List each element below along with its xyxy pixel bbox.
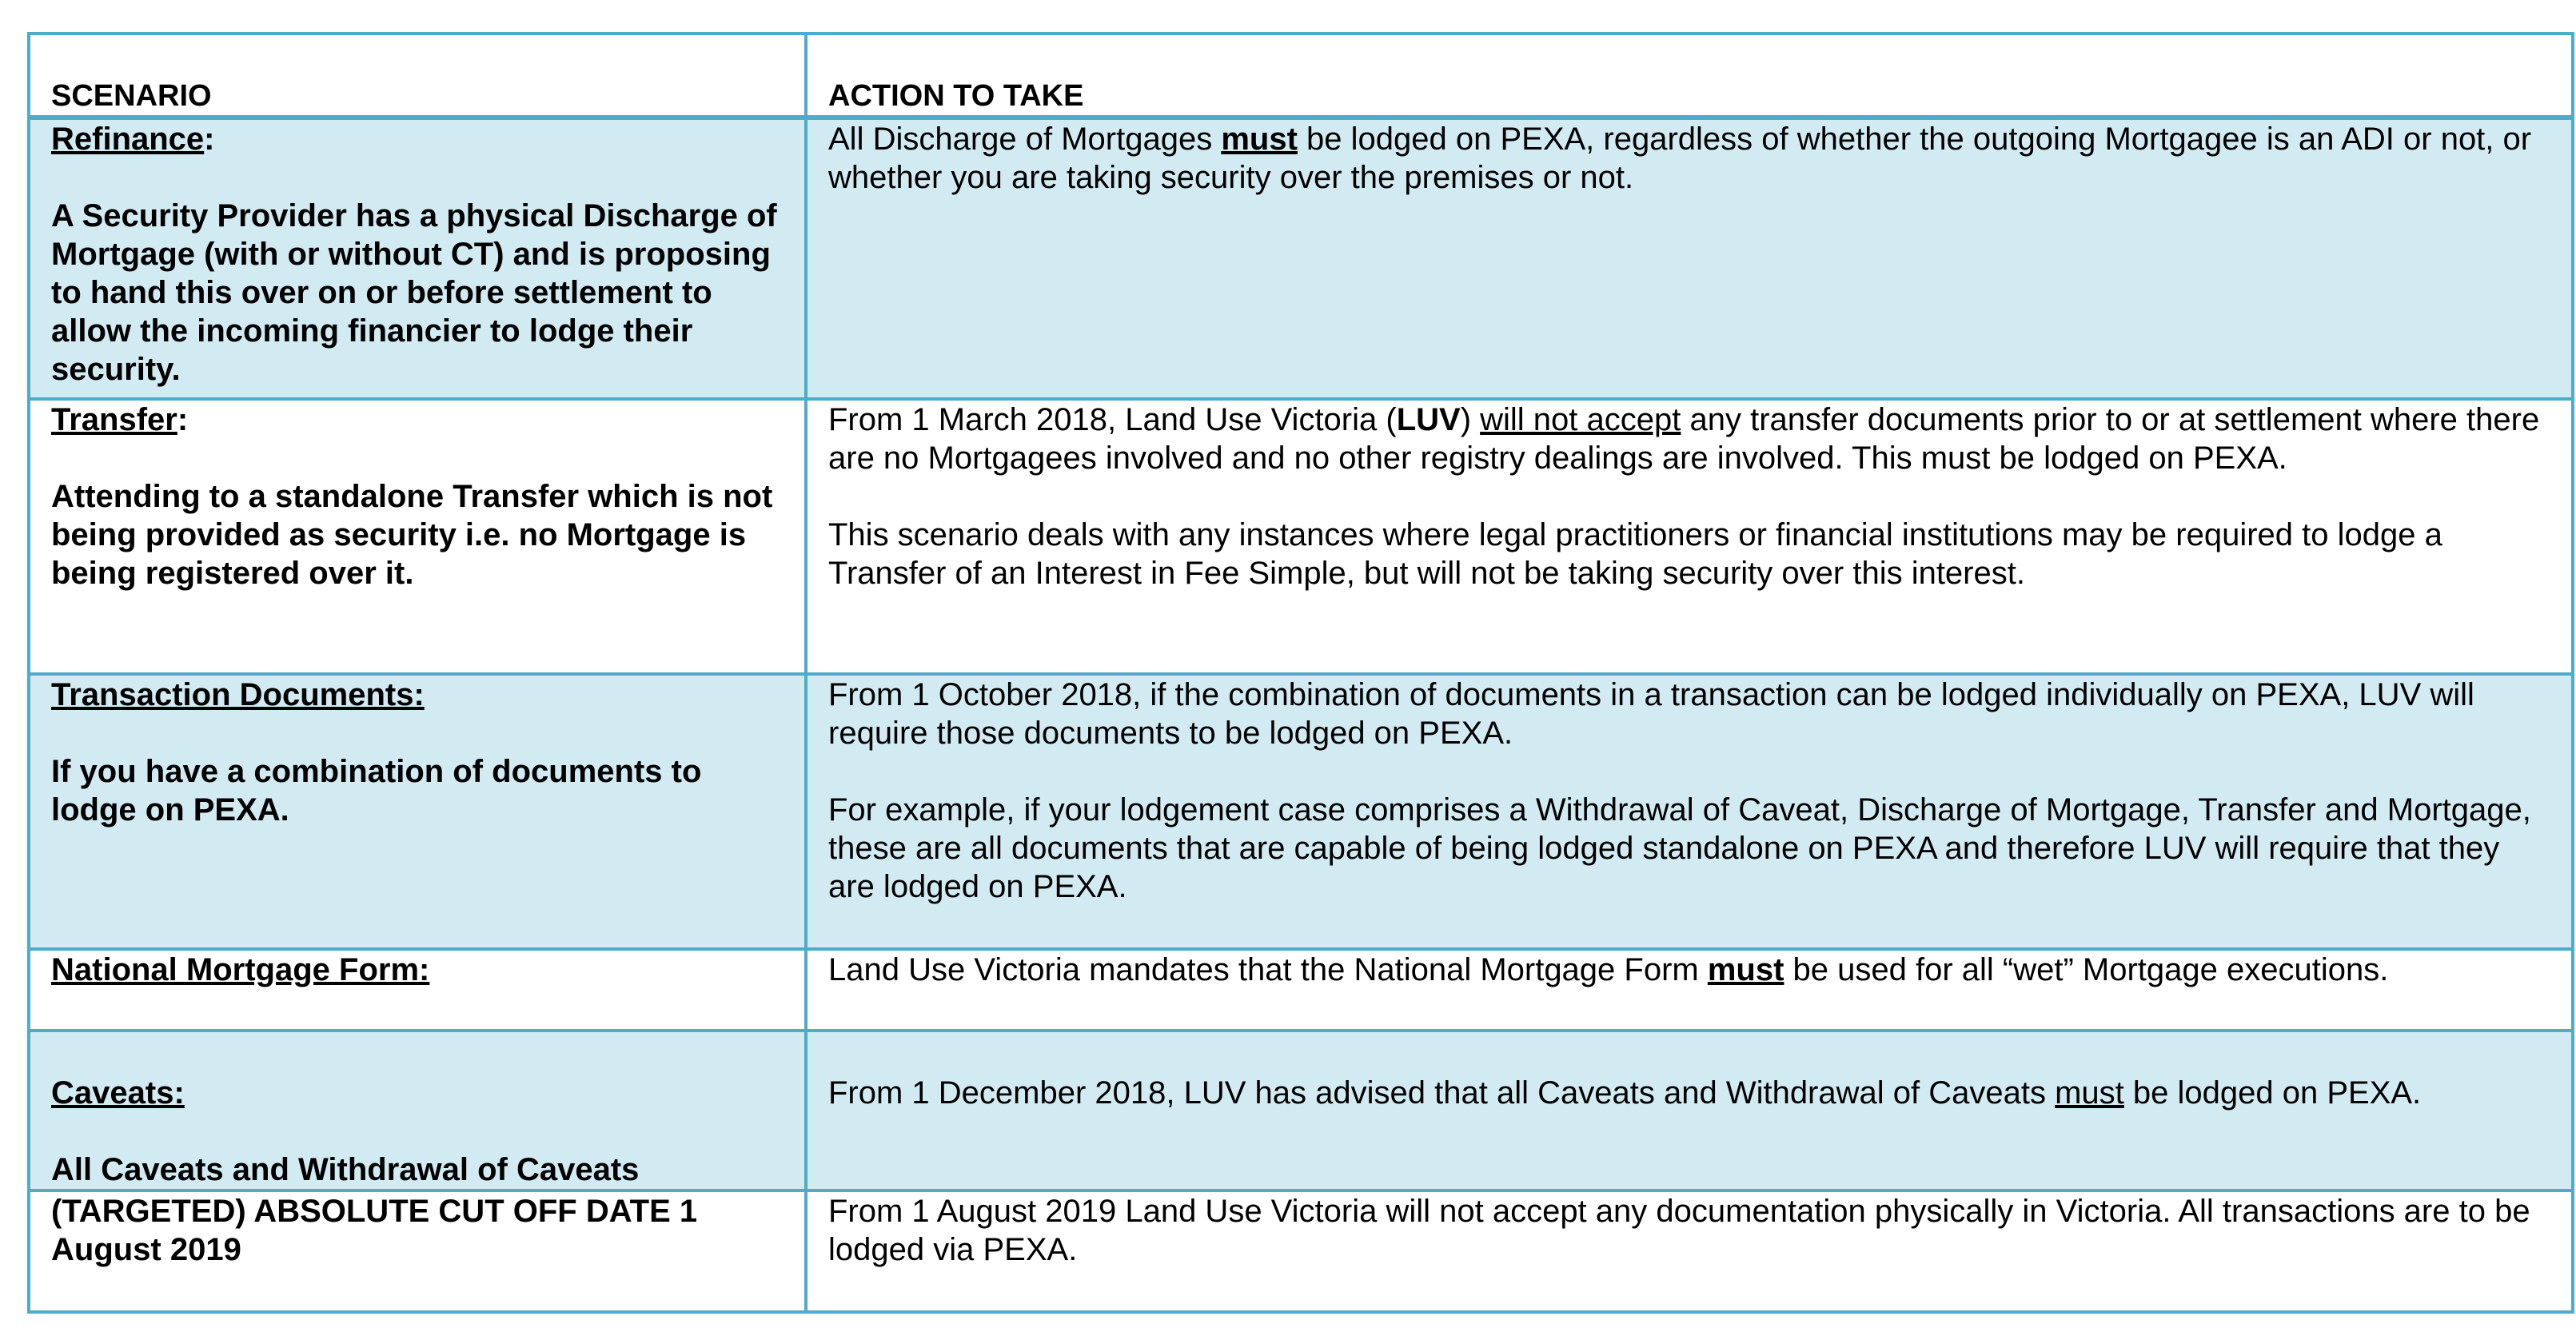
title-colon: :	[204, 122, 215, 157]
scenario-cell	[29, 399, 806, 674]
action-paragraph-2: This scenario deals with any instances where legal practitioners or financial institutions may be required to lodge a Transfer of an Interest in Fee Simple, but will not be taking security over this interest.	[828, 517, 2442, 591]
scenario-description: All Caveats and Withdrawal of Caveats	[51, 1152, 640, 1187]
scenario-title: (TARGETED) ABSOLUTE CUT OFF DATE 1 August 2019	[51, 1194, 698, 1267]
table-row-refinance	[29, 118, 2573, 399]
action-text: From 1 December 2018, LUV has advised that all Caveats and Withdrawal of Caveats	[828, 1075, 2056, 1111]
scenario-title: Transaction Documents:	[51, 677, 425, 712]
pexa-scenarios-table	[27, 32, 2574, 1314]
action-text-cont: be lodged on PEXA.	[2123, 1075, 2422, 1111]
emphasis-must: must	[1221, 122, 1298, 157]
action-paragraph-1: From 1 August 2019 Land Use Victoria will not accept any documentation physically in Victoria. All transactions are to be lodged via PEXA.	[828, 1194, 2530, 1267]
table-row-cut-off-date	[29, 1190, 2573, 1312]
action-cell	[806, 1190, 2573, 1312]
action-text-cont: any transfer documents prior to or at settlement where there are no Mortgagees involved and no other registry dealings are involved. This must be lodged on PEXA.	[828, 402, 2540, 476]
action-cell	[806, 949, 2573, 1031]
scenario-title: Caveats:	[51, 1075, 185, 1111]
underlined-phrase: will not accept	[1480, 402, 1681, 437]
scenario-column-header: SCENARIO	[29, 34, 806, 118]
scenario-description: If you have a combination of documents to lodge on PEXA.	[51, 754, 702, 828]
table-row-transaction-documents	[29, 674, 2573, 949]
action-text: All Discharge of Mortgages	[828, 122, 1222, 157]
action-text: Land Use Victoria mandates that the National Mortgage Form	[828, 952, 1708, 987]
action-text: From 1 March 2018, Land Use Victoria (	[828, 402, 1397, 437]
table-row-transfer	[29, 399, 2573, 674]
scenario-title: Refinance	[51, 122, 205, 157]
scenario-cell	[29, 1190, 806, 1312]
table-row-caveats	[29, 1031, 2573, 1190]
action-cell	[806, 1031, 2573, 1190]
emphasis-must: must	[1707, 952, 1784, 987]
action-text-cont: be used for all “wet” Mortgage executions.	[1784, 952, 2389, 987]
scenario-description: Attending to a standalone Transfer which is not being provided as security i.e. no Mortgage is being registered over it.	[51, 479, 773, 591]
scenario-title: National Mortgage Form:	[51, 952, 430, 987]
underlined-must: must	[2055, 1075, 2124, 1111]
scenario-cell	[29, 674, 806, 949]
table-header-row	[29, 34, 2573, 118]
action-text-mid: )	[1460, 402, 1481, 437]
action-paragraph-1: From 1 October 2018, if the combination of documents in a transaction can be lodged individually on PEXA, LUV will require those documents to be lodged on PEXA.	[828, 677, 2474, 751]
action-cell	[806, 118, 2573, 399]
title-colon: :	[177, 402, 189, 437]
action-paragraph-2: For example, if your lodgement case comprises a Withdrawal of Caveat, Discharge of Mortgage, Transfer and Mortgage, these are all documents that are capable of being lodged standalone on PEXA and therefore LUV will require that they are lodged on PEXA.	[828, 792, 2531, 904]
scenario-description: A Security Provider has a physical Discharge of Mortgage (with or without CT) and is proposing to hand this over on or before settlement to allow the incoming financier to lodge their security.	[51, 198, 777, 387]
luv-abbrev: LUV	[1396, 402, 1461, 437]
action-text-cont: be lodged on PEXA, regardless of whether the outgoing Mortgagee is an ADI or not, or whether you are taking security over the premises or not.	[828, 122, 2532, 195]
action-column-header: ACTION TO TAKE	[806, 34, 2573, 118]
scenario-title: Transfer	[51, 402, 177, 437]
table-row-national-mortgage-form	[29, 949, 2573, 1031]
scenario-cell	[29, 1031, 806, 1190]
scenario-cell	[29, 949, 806, 1031]
action-cell	[806, 674, 2573, 949]
action-cell	[806, 399, 2573, 674]
scenario-cell	[29, 118, 806, 399]
